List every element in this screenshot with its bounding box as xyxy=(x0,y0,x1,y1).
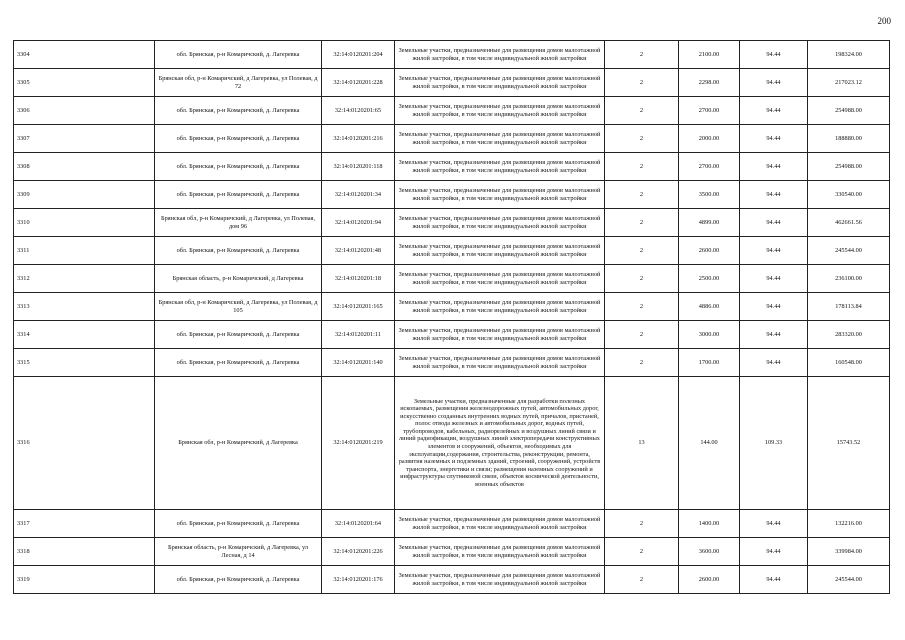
area-cell: 4886.00 xyxy=(679,293,740,321)
cadastral-number-cell: 32:14:0120201:18 xyxy=(322,265,395,293)
cadastral-number-cell: 32:14:0120201:228 xyxy=(322,69,395,97)
area-cell: 2600.00 xyxy=(679,566,740,594)
cadastral-number-cell: 32:14:0120201:226 xyxy=(322,538,395,566)
use-category-cell: 2 xyxy=(605,293,679,321)
row-number: 3306 xyxy=(14,97,155,125)
row-number: 3312 xyxy=(14,265,155,293)
address-cell: Брянская обл, р-н Комаричский, д Лагеревка, ул Полевая, дом 96 xyxy=(155,209,322,237)
cadastral-value-cell: 245544.00 xyxy=(808,237,890,265)
area-cell: 4899.00 xyxy=(679,209,740,237)
table-row xyxy=(14,181,890,209)
address-cell: обл. Брянская, р-н Комаричский, д. Лагеревка xyxy=(155,153,322,181)
cadastral-value-cell: 160548.00 xyxy=(808,349,890,377)
specific-value-cell: 94.44 xyxy=(740,153,808,181)
use-category-cell: 2 xyxy=(605,265,679,293)
use-category-cell: 2 xyxy=(605,321,679,349)
table-row xyxy=(14,97,890,125)
area-cell: 3500.00 xyxy=(679,181,740,209)
cadastral-number-cell: 32:14:0120201:118 xyxy=(322,153,395,181)
address-cell: обл. Брянская, р-н Комаричский, д. Лагеревка xyxy=(155,125,322,153)
table-row xyxy=(14,538,890,566)
specific-value-cell: 94.44 xyxy=(740,237,808,265)
cadastral-number-cell: 32:14:0120201:204 xyxy=(322,41,395,69)
use-category-cell: 2 xyxy=(605,538,679,566)
address-cell: обл. Брянская, р-н Комаричский, д. Лагеревка xyxy=(155,181,322,209)
use-category-cell: 2 xyxy=(605,209,679,237)
address-cell: Брянская обл, р-н Комаричский, д Лагеревка xyxy=(155,377,322,510)
table-row xyxy=(14,265,890,293)
use-category-cell: 2 xyxy=(605,69,679,97)
land-use-cell: Земельные участки, предназначенные для размещения домов малоэтажной жилой застройки, в том числе индивидуальной жилой застройки xyxy=(395,237,605,265)
cadastral-number-cell: 32:14:0120201:64 xyxy=(322,510,395,538)
specific-value-cell: 94.44 xyxy=(740,321,808,349)
area-cell: 3000.00 xyxy=(679,321,740,349)
cadastral-number-cell: 32:14:0120201:11 xyxy=(322,321,395,349)
cadastral-value-cell: 132216.00 xyxy=(808,510,890,538)
cadastral-number-cell: 32:14:0120201:65 xyxy=(322,97,395,125)
use-category-cell: 2 xyxy=(605,153,679,181)
land-use-cell: Земельные участки, предназначенные для размещения домов малоэтажной жилой застройки, в том числе индивидуальной жилой застройки xyxy=(395,125,605,153)
row-number: 3310 xyxy=(14,209,155,237)
cadastral-value-cell: 254988.00 xyxy=(808,153,890,181)
area-cell: 1700.00 xyxy=(679,349,740,377)
land-use-cell: Земельные участки, предназначенные для размещения домов малоэтажной жилой застройки, в том числе индивидуальной жилой застройки xyxy=(395,349,605,377)
cadastral-number-cell: 32:14:0120201:140 xyxy=(322,349,395,377)
table-row xyxy=(14,566,890,594)
land-use-cell: Земельные участки, предназначенные для размещения домов малоэтажной жилой застройки, в том числе индивидуальной жилой застройки xyxy=(395,538,605,566)
area-cell: 1400.00 xyxy=(679,510,740,538)
row-number: 3304 xyxy=(14,41,155,69)
specific-value-cell: 94.44 xyxy=(740,349,808,377)
table-row xyxy=(14,377,890,510)
specific-value-cell: 94.44 xyxy=(740,510,808,538)
area-cell: 3600.00 xyxy=(679,538,740,566)
row-number: 3313 xyxy=(14,293,155,321)
land-use-cell: Земельные участки, предназначенные для разработки полезных ископаемых, размещения железнодорожных путей, автомобильных дорог, искусственно созданных внутренних водных путей, причалов, пристаней, полос отвода железных и автомобильных дорог, водных путей, трубопроводов, кабельных, радиорелейных и воздушных линий связи и линий радиофикации, воздушных линий электропередачи конструктивных элементов и сооружений, объектов, необходимых для эксплуатации,содержания, строительства, реконструкции, ремонта, развития наземных и подземных зданий, строений, сооружений, устройств транспорта, энергетики и связи; размещения наземных сооружений и инфраструктуры спутниковой связи, объектов космической деятельности, военных объектов xyxy=(395,377,605,510)
use-category-cell: 2 xyxy=(605,97,679,125)
specific-value-cell: 94.44 xyxy=(740,125,808,153)
row-number: 3308 xyxy=(14,153,155,181)
cadastral-value-table xyxy=(13,40,890,594)
area-cell: 2700.00 xyxy=(679,153,740,181)
address-cell: обл. Брянская, р-н Комаричский, д. Лагеревка xyxy=(155,97,322,125)
table-row xyxy=(14,510,890,538)
cadastral-number-cell: 32:14:0120201:34 xyxy=(322,181,395,209)
land-use-cell: Земельные участки, предназначенные для размещения домов малоэтажной жилой застройки, в том числе индивидуальной жилой застройки xyxy=(395,209,605,237)
specific-value-cell: 94.44 xyxy=(740,566,808,594)
cadastral-number-cell: 32:14:0120201:176 xyxy=(322,566,395,594)
table-body xyxy=(14,41,890,594)
land-use-cell: Земельные участки, предназначенные для размещения домов малоэтажной жилой застройки, в том числе индивидуальной жилой застройки xyxy=(395,265,605,293)
specific-value-cell: 94.44 xyxy=(740,265,808,293)
area-cell: 2700.00 xyxy=(679,97,740,125)
table-row xyxy=(14,125,890,153)
use-category-cell: 2 xyxy=(605,41,679,69)
use-category-cell: 2 xyxy=(605,181,679,209)
cadastral-number-cell: 32:14:0120201:216 xyxy=(322,125,395,153)
area-cell: 2100.00 xyxy=(679,41,740,69)
use-category-cell: 2 xyxy=(605,237,679,265)
row-number: 3316 xyxy=(14,377,155,510)
row-number: 3309 xyxy=(14,181,155,209)
land-use-cell: Земельные участки, предназначенные для размещения домов малоэтажной жилой застройки, в том числе индивидуальной жилой застройки xyxy=(395,153,605,181)
land-use-cell: Земельные участки, предназначенные для размещения домов малоэтажной жилой застройки, в том числе индивидуальной жилой застройки xyxy=(395,41,605,69)
use-category-cell: 2 xyxy=(605,349,679,377)
use-category-cell: 2 xyxy=(605,566,679,594)
land-use-cell: Земельные участки, предназначенные для размещения домов малоэтажной жилой застройки, в том числе индивидуальной жилой застройки xyxy=(395,69,605,97)
land-use-cell: Земельные участки, предназначенные для размещения домов малоэтажной жилой застройки, в том числе индивидуальной жилой застройки xyxy=(395,510,605,538)
specific-value-cell: 94.44 xyxy=(740,97,808,125)
cadastral-value-cell: 339984.00 xyxy=(808,538,890,566)
specific-value-cell: 94.44 xyxy=(740,209,808,237)
land-use-cell: Земельные участки, предназначенные для размещения домов малоэтажной жилой застройки, в том числе индивидуальной жилой застройки xyxy=(395,293,605,321)
address-cell: Брянская область, р-н Комаричский, д Лагеревка xyxy=(155,265,322,293)
area-cell: 2500.00 xyxy=(679,265,740,293)
address-cell: обл. Брянская, р-н Комаричский, д. Лагеревка xyxy=(155,237,322,265)
table-row xyxy=(14,209,890,237)
cadastral-number-cell: 32:14:0120201:165 xyxy=(322,293,395,321)
land-use-cell: Земельные участки, предназначенные для размещения домов малоэтажной жилой застройки, в том числе индивидуальной жилой застройки xyxy=(395,181,605,209)
land-use-cell: Земельные участки, предназначенные для размещения домов малоэтажной жилой застройки, в том числе индивидуальной жилой застройки xyxy=(395,566,605,594)
land-use-cell: Земельные участки, предназначенные для размещения домов малоэтажной жилой застройки, в том числе индивидуальной жилой застройки xyxy=(395,97,605,125)
cadastral-value-cell: 188880.00 xyxy=(808,125,890,153)
cadastral-value-cell: 462661.56 xyxy=(808,209,890,237)
table-row xyxy=(14,153,890,181)
address-cell: Брянская обл, р-н Комаричский, д Лагеревка, ул Полевая, д 105 xyxy=(155,293,322,321)
cadastral-value-cell: 217023.12 xyxy=(808,69,890,97)
row-number: 3319 xyxy=(14,566,155,594)
page-number: 200 xyxy=(877,16,891,26)
land-use-cell: Земельные участки, предназначенные для размещения домов малоэтажной жилой застройки, в том числе индивидуальной жилой застройки xyxy=(395,321,605,349)
table-row xyxy=(14,41,890,69)
address-cell: обл. Брянская, р-н Комаричский, д. Лагеревка xyxy=(155,41,322,69)
address-cell: обл. Брянская, р-н Комаричский, д. Лагеревка xyxy=(155,321,322,349)
cadastral-value-cell: 245544.00 xyxy=(808,566,890,594)
table-row xyxy=(14,237,890,265)
table-row xyxy=(14,293,890,321)
table-row xyxy=(14,69,890,97)
row-number: 3305 xyxy=(14,69,155,97)
row-number: 3315 xyxy=(14,349,155,377)
cadastral-value-cell: 330540.00 xyxy=(808,181,890,209)
use-category-cell: 13 xyxy=(605,377,679,510)
address-cell: обл. Брянская, р-н Комаричский, д. Лагеревка xyxy=(155,510,322,538)
specific-value-cell: 94.44 xyxy=(740,538,808,566)
cadastral-number-cell: 32:14:0120201:219 xyxy=(322,377,395,510)
address-cell: Брянская обл, р-н Комаричский, д Лагеревка, ул Полевая, д 72 xyxy=(155,69,322,97)
address-cell: обл. Брянская, р-н Комаричский, д. Лагеревка xyxy=(155,349,322,377)
use-category-cell: 2 xyxy=(605,125,679,153)
specific-value-cell: 94.44 xyxy=(740,293,808,321)
row-number: 3317 xyxy=(14,510,155,538)
row-number: 3307 xyxy=(14,125,155,153)
table-row xyxy=(14,349,890,377)
specific-value-cell: 109.33 xyxy=(740,377,808,510)
cadastral-value-cell: 198324.00 xyxy=(808,41,890,69)
cadastral-number-cell: 32:14:0120201:94 xyxy=(322,209,395,237)
address-cell: обл. Брянская, р-н Комаричский, д. Лагеревка xyxy=(155,566,322,594)
use-category-cell: 2 xyxy=(605,510,679,538)
address-cell: Брянская область, р-н Комаричский, д Лагеревка, ул Лесная, д 14 xyxy=(155,538,322,566)
area-cell: 144.00 xyxy=(679,377,740,510)
specific-value-cell: 94.44 xyxy=(740,69,808,97)
area-cell: 2600.00 xyxy=(679,237,740,265)
specific-value-cell: 94.44 xyxy=(740,181,808,209)
cadastral-value-cell: 178113.84 xyxy=(808,293,890,321)
cadastral-value-cell: 283320.00 xyxy=(808,321,890,349)
row-number: 3314 xyxy=(14,321,155,349)
cadastral-value-cell: 254988.00 xyxy=(808,97,890,125)
row-number: 3311 xyxy=(14,237,155,265)
cadastral-value-cell: 15743.52 xyxy=(808,377,890,510)
area-cell: 2298.00 xyxy=(679,69,740,97)
area-cell: 2000.00 xyxy=(679,125,740,153)
cadastral-number-cell: 32:14:0120201:48 xyxy=(322,237,395,265)
table-row xyxy=(14,321,890,349)
cadastral-value-cell: 236100.00 xyxy=(808,265,890,293)
row-number: 3318 xyxy=(14,538,155,566)
specific-value-cell: 94.44 xyxy=(740,41,808,69)
